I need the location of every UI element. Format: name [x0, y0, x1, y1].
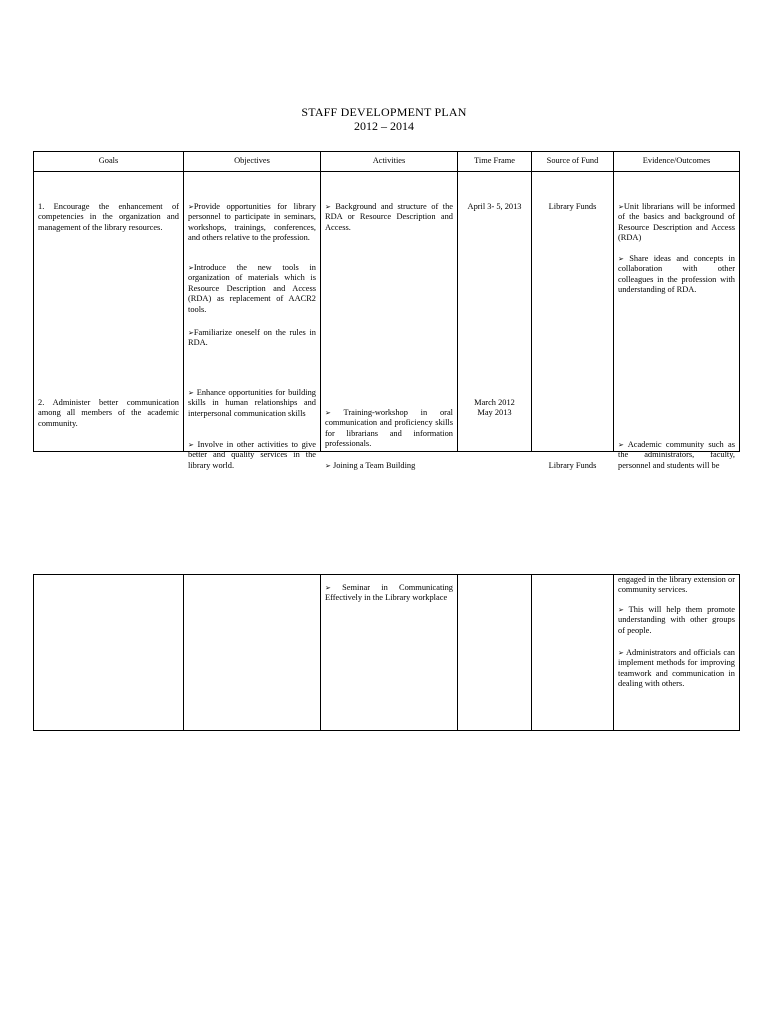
bullet-arrow-icon: ➢: [618, 203, 624, 211]
time-frame-2b: May 2013: [477, 408, 512, 417]
col-header-activities: Activities: [321, 152, 458, 172]
table-row: [34, 172, 740, 452]
objectives-cell-cont: [184, 575, 321, 731]
activities-cell: [321, 172, 458, 470]
col-header-goals: Goals: [34, 152, 184, 172]
outcome-3: ➢ Academic community such as the administrators, faculty, personnel and students will be: [618, 440, 735, 470]
document-years: 2012 – 2014: [354, 119, 414, 133]
outcome-4: ➢ This will help them promote understanding with other groups of people.: [618, 605, 735, 635]
objective-1: ➢Provide opportunities for library personnel to participate in seminars, workshops, trainings, conferences, and others relative to the profession.: [188, 202, 316, 243]
col-header-source-of-fund: Source of Fund: [532, 152, 614, 172]
source-of-fund-cell: [532, 172, 614, 470]
activity-3: ➢ Joining a Team Building: [325, 461, 416, 470]
goal-1: 1. Encourage the enhancement of competencies in the organization and management of the library resources.: [38, 202, 179, 232]
outcome-2: ➢ Share ideas and concepts in collaboration with other colleagues in the profession with understanding of RDA.: [618, 254, 735, 295]
table-header-row: [34, 152, 740, 172]
bullet-arrow-icon: ➢: [618, 649, 624, 657]
bullet-arrow-icon: ➢: [188, 389, 194, 397]
bullet-arrow-icon: ➢: [188, 203, 194, 211]
goals-cell-cont: [34, 575, 184, 731]
table-row: [34, 575, 740, 731]
goal-2: 2. Administer better communication among all members of the academic community.: [38, 398, 179, 428]
objectives-cell: [184, 172, 321, 470]
time-frame-1: April 3- 5, 2013: [467, 202, 522, 211]
outcome-1: ➢Unit librarians will be informed of the basics and background of Resource Description and Access (RDA): [618, 202, 735, 243]
outcome-3-continued: engaged in the library extension or community services.: [618, 575, 735, 595]
bullet-arrow-icon: ➢: [618, 441, 624, 449]
bullet-arrow-icon: ➢: [325, 409, 331, 417]
col-header-time-frame: Time Frame: [458, 152, 532, 172]
document-title: STAFF DEVELOPMENT PLAN: [301, 105, 467, 119]
objective-2: ➢Introduce the new tools in organization of materials which is Resource Description and Access (RDA) as replacement of AACR2 tools.: [188, 263, 316, 314]
goals-cell: [34, 172, 184, 452]
plan-table: [33, 151, 740, 470]
bullet-arrow-icon: ➢: [188, 329, 194, 337]
outcome-5: ➢ Administrators and officials can implement methods for improving teamwork and communication in dealing with others.: [618, 648, 735, 689]
col-header-objectives: Objectives: [184, 152, 321, 172]
outcomes-cell-cont: [614, 575, 740, 731]
bullet-arrow-icon: ➢: [325, 203, 331, 211]
source-of-fund-2: Library Funds: [548, 461, 597, 470]
col-header-outcomes: Evidence/Outcomes: [614, 152, 740, 172]
bullet-arrow-icon: ➢: [188, 441, 194, 449]
activities-cell-cont: [321, 575, 458, 731]
bullet-arrow-icon: ➢: [618, 606, 624, 614]
activity-1: ➢ Background and structure of the RDA or Resource Description and Access.: [325, 202, 453, 232]
objective-3: ➢Familiarize oneself on the rules in RDA.: [188, 328, 316, 348]
source-of-fund-1: Library Funds: [548, 202, 597, 211]
time-frame-cell: [458, 172, 532, 452]
bullet-arrow-icon: ➢: [618, 255, 624, 263]
objective-4: ➢ Enhance opportunities for building skills in human relationships and interpersonal communication skills: [188, 388, 316, 418]
source-of-fund-cell-cont: [532, 575, 614, 731]
bullet-arrow-icon: ➢: [188, 264, 194, 272]
outcomes-cell: [614, 172, 740, 470]
time-frame-cell-cont: [458, 575, 532, 731]
bullet-arrow-icon: ➢: [325, 584, 331, 592]
time-frame-2a: March 2012: [474, 398, 515, 407]
objective-5: ➢ Involve in other activities to give better and quality services in the library world.: [188, 440, 316, 470]
activity-2: ➢ Training-workshop in oral communication and proficiency skills for librarians and information professionals.: [325, 408, 453, 449]
activity-4: ➢ Seminar in Communicating Effectively in the Library workplace: [325, 583, 453, 603]
bullet-arrow-icon: ➢: [325, 462, 331, 470]
plan-table-continued: [33, 574, 740, 731]
